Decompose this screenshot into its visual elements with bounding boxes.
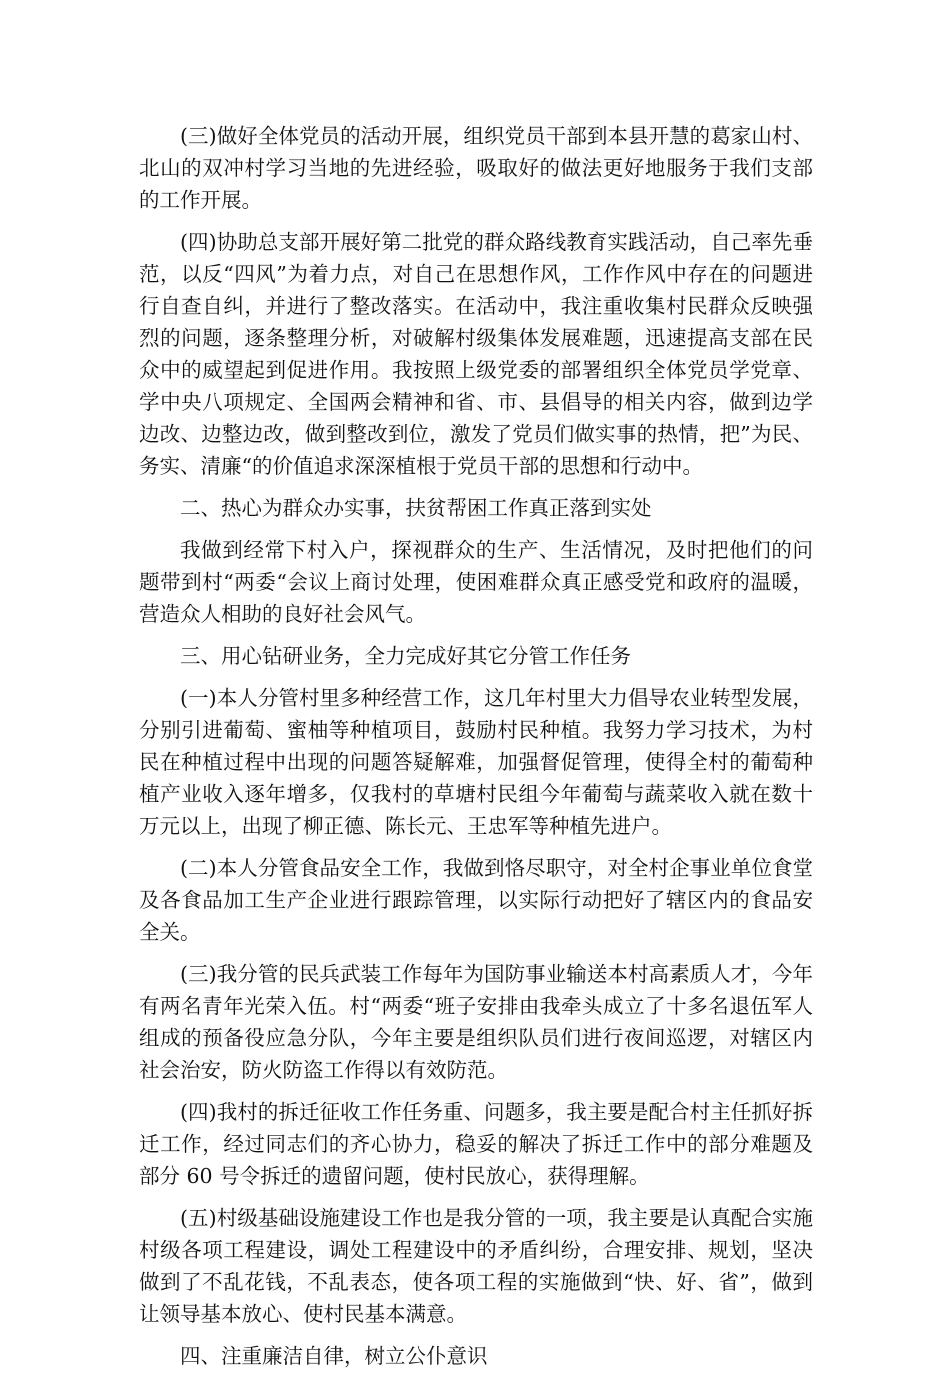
section-heading-3: 三、用心钻研业务，全力完成好其它分管工作任务: [180, 644, 631, 668]
paragraph-4-mass-line-education: (四)协助总支部开展好第二批党的群众路线教育实践活动，自己率先垂范，以反“四风”为着力点，对自己在思想作风，工作作风中存在的问题进行自查自纠，并进行了整改落实。在活动中，我注重收集村民群众反映强烈的问题，逐条整理分析，对破解村级集体发展难题，迅速提高支部在民众中的威望起到促进作用。我按照上级党委的部署组织全体党员学党章、学中央八项规定、全国两会精神和省、市、县倡导的相关内容，做到边学边改、边整边改，做到整改到位，激发了党员们做实事的热情，把”为民、务实、清廉“的价值追求深深植根于党员干部的思想和行动中。: [139, 230, 813, 478]
paragraph-1-diversified-operations: (一)本人分管村里多种经营工作，这几年村里大力倡导农业转型发展，分别引进葡萄、蜜柚等种植项目，鼓励村民种植。我努力学习技术，为村民在种植过程中出现的问题答疑解难，加强督促管理，使得全村的葡萄种植产业收入逐年增多，仅我村的草塘村民组今年葡萄与蔬菜收入就在数十万元以上，出现了柳正德、陈长元、王忠军等种植先进户。: [139, 686, 813, 838]
paragraph-visit-households: 我做到经常下村入户，探视群众的生产、生活情况，及时把他们的问题带到村“两委“会议上商讨处理，使困难群众真正感受党和政府的温暖，营造众人相助的良好社会风气。: [139, 538, 813, 626]
paragraph-4-demolition: (四)我村的拆迁征收工作任务重、问题多，我主要是配合村主任抓好拆迁工作，经过同志们的齐心协力，稳妥的解决了拆迁工作中的部分难题及部分 60 号令拆迁的遗留问题，使村民放心，获得理解。: [139, 1100, 813, 1188]
paragraph-3-party-activities: (三)做好全体党员的活动开展，组织党员干部到本县开慧的葛家山村、北山的双冲村学习当地的先进经验，吸取好的做法更好地服务于我们支部的工作开展。: [139, 124, 813, 212]
section-heading-4: 四、注重廉洁自律，树立公仆意识: [180, 1344, 488, 1368]
paragraph-2-food-safety: (二)本人分管食品安全工作，我做到恪尽职守，对全村企事业单位食堂及各食品加工生产企业进行跟踪管理，以实际行动把好了辖区内的食品安全关。: [139, 856, 813, 944]
paragraph-5-infrastructure: (五)村级基础设施建设工作也是我分管的一项，我主要是认真配合实施村级各项工程建设，调处工程建设中的矛盾纠纷，合理安排、规划，坚决做到了不乱花钱，不乱表态，使各项工程的实施做到“快、好、省”，做到让领导基本放心、使村民基本满意。: [139, 1206, 813, 1326]
paragraph-3-militia: (三)我分管的民兵武装工作每年为国防事业输送本村高素质人才，今年有两名青年光荣入伍。村“两委“班子安排由我牵头成立了十多名退伍军人组成的预备役应急分队，今年主要是组织队员们进行夜间巡逻，对辖区内社会治安，防火防盗工作得以有效防范。: [139, 962, 813, 1082]
document-body: [139, 120, 813, 1382]
section-heading-2: 二、热心为群众办实事，扶贫帮困工作真正落到实处: [180, 496, 652, 520]
